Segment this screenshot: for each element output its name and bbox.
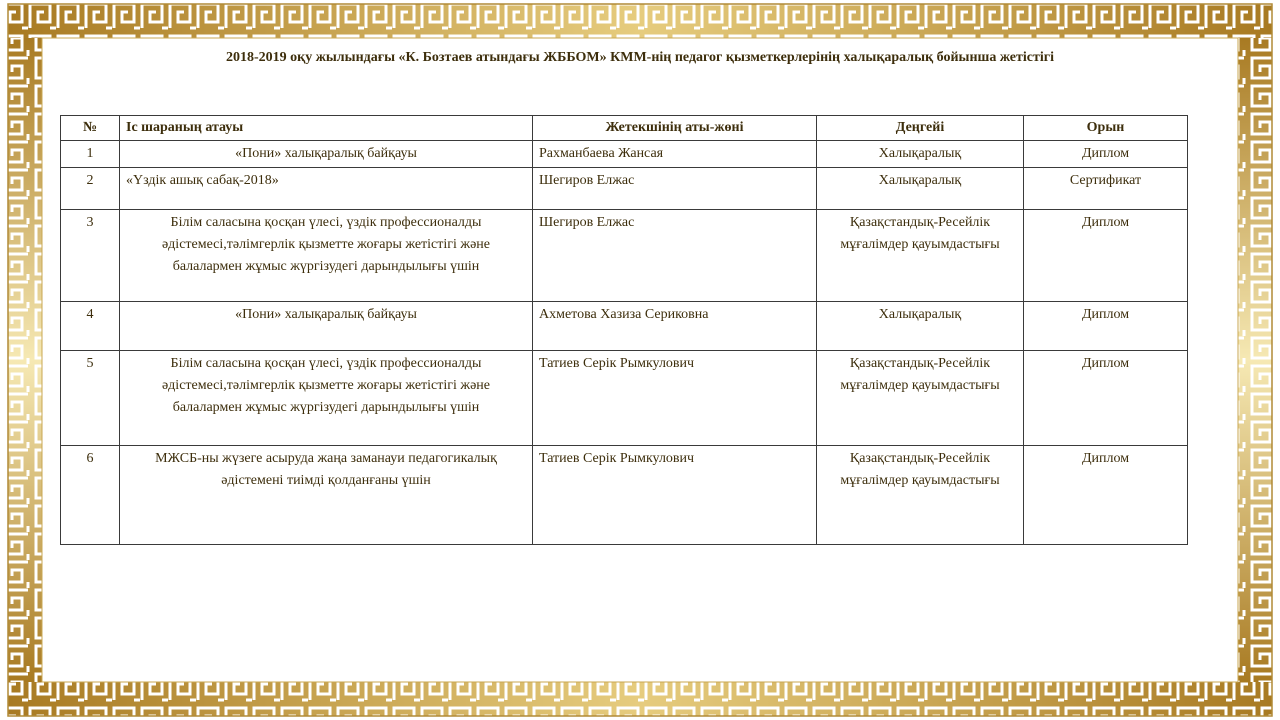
row-place: Диплом: [1024, 210, 1188, 302]
row-event: Білім саласына қосқан үлесі, үздік профессионалды әдістемесі,тәлімгерлік қызметте жоғары жетістігі және балалармен жұмыс жүргізудегі дарындылығы үшін: [120, 210, 533, 302]
row-leader: Татиев Серік Рымкулович: [533, 351, 817, 446]
row-level: Халықаралық: [817, 302, 1024, 351]
table-row: [61, 302, 1188, 351]
achievements-table: [60, 115, 1188, 545]
row-place: Диплом: [1024, 302, 1188, 351]
row-number: 5: [61, 351, 120, 446]
row-level: Халықаралық: [817, 141, 1024, 168]
row-level: Қазақстандық-Ресейлік мұғалімдер қауымдастығы: [817, 210, 1024, 302]
row-event: «Пони» халықаралық байқауы: [120, 141, 533, 168]
row-place: Диплом: [1024, 141, 1188, 168]
table-row: [61, 168, 1188, 210]
row-place: Диплом: [1024, 446, 1188, 545]
row-number: 2: [61, 168, 120, 210]
row-place: Сертификат: [1024, 168, 1188, 210]
header-event-name: Іс шараның атауы: [120, 116, 533, 141]
row-event: Білім саласына қосқан үлесі, үздік профессионалды әдістемесі,тәлімгерлік қызметте жоғары жетістігі және балалармен жұмыс жүргізудегі дарындылығы үшін: [120, 351, 533, 446]
table-row: [61, 446, 1188, 545]
row-leader: Шегиров Елжас: [533, 210, 817, 302]
row-level: Қазақстандық-Ресейлік мұғалімдер қауымдастығы: [817, 446, 1024, 545]
row-leader: Шегиров Елжас: [533, 168, 817, 210]
table-header-row: [61, 116, 1188, 141]
row-event: «Үздік ашық сабақ-2018»: [120, 168, 533, 210]
table-row: [61, 351, 1188, 446]
page-title: 2018-2019 оқу жылындағы «К. Бозтаев атындағы ЖББОМ» КММ-нің педагог қызметкерлерінің халықаралық бойынша жетістігі: [225, 50, 1055, 65]
row-number: 6: [61, 446, 120, 545]
row-level: Халықаралық: [817, 168, 1024, 210]
row-place: Диплом: [1024, 351, 1188, 446]
row-leader: Татиев Серік Рымкулович: [533, 446, 817, 545]
row-event: «Пони» халықаралық байқауы: [120, 302, 533, 351]
row-leader: Ахметова Хазиза Сериковна: [533, 302, 817, 351]
header-place: Орын: [1024, 116, 1188, 141]
header-level: Деңгейі: [817, 116, 1024, 141]
table-row: [61, 141, 1188, 168]
header-leader-name: Жетекшінің аты-жөні: [533, 116, 817, 141]
row-number: 1: [61, 141, 120, 168]
header-number: №: [61, 116, 120, 141]
row-event: МЖСБ-ны жүзеге асыруда жаңа заманауи педагогикалық әдістемені тиімді қолданғаны үшін: [120, 446, 533, 545]
row-number: 3: [61, 210, 120, 302]
row-leader: Рахманбаева Жансая: [533, 141, 817, 168]
row-level: Қазақстандық-Ресейлік мұғалімдер қауымдастығы: [817, 351, 1024, 446]
row-number: 4: [61, 302, 120, 351]
table-row: [61, 210, 1188, 302]
